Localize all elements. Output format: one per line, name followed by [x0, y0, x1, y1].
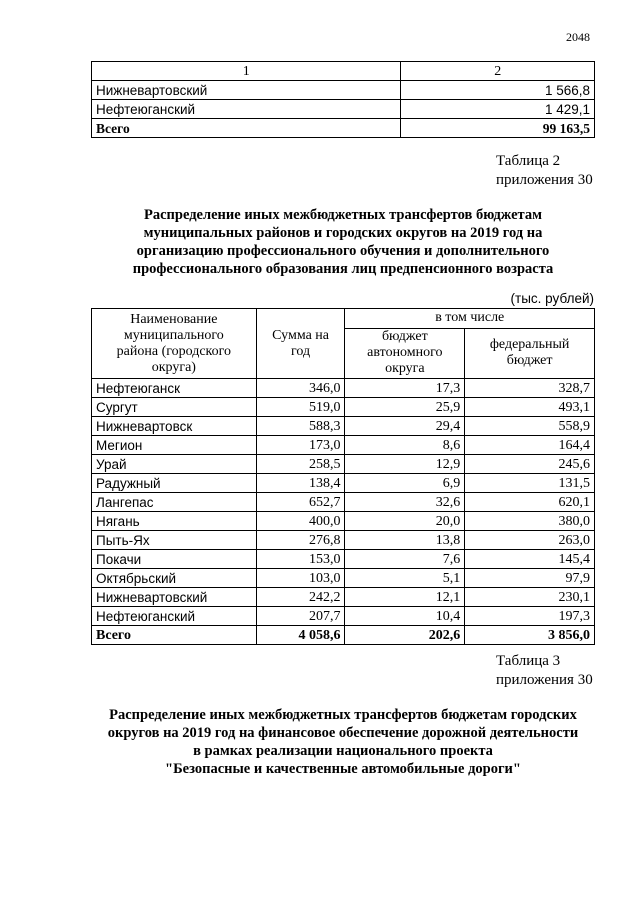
- row-sum: 652,7: [256, 493, 345, 512]
- row-sum: 519,0: [256, 398, 345, 417]
- table-row: [92, 417, 595, 436]
- total-federal: 3 856,0: [465, 626, 595, 645]
- table2-label-number: Таблица 2: [496, 153, 561, 169]
- row-federal: 197,3: [465, 607, 595, 626]
- total-regional: 202,6: [345, 626, 465, 645]
- title-line: округов на 2019 год на финансовое обеспечение дорожной деятельности: [107, 725, 579, 741]
- row-federal: 328,7: [465, 379, 595, 398]
- row-regional: 20,0: [345, 512, 465, 531]
- table-row: [92, 588, 595, 607]
- header-text: год: [291, 343, 311, 359]
- units-note: (тыс. рублей): [510, 291, 594, 306]
- row-name: Нефтеюганск: [92, 379, 257, 398]
- row-sum: 588,3: [256, 417, 345, 436]
- row-name: Радужный: [92, 474, 257, 493]
- row-regional: 17,3: [345, 379, 465, 398]
- header-text: федеральный: [489, 337, 570, 353]
- header-text: бюджет: [381, 329, 428, 345]
- row-value: 1 566,8: [401, 81, 595, 100]
- table-row: [92, 474, 595, 493]
- table-row: [92, 455, 595, 474]
- table-row: [92, 493, 595, 512]
- row-name: Покачи: [92, 550, 257, 569]
- table-row: [92, 569, 595, 588]
- row-name: Урай: [92, 455, 257, 474]
- table2-label: [496, 152, 593, 190]
- table2-header-row-1: [92, 309, 595, 329]
- title-line: организацию профессионального обучения и дополнительного: [136, 243, 550, 259]
- row-sum: 242,2: [256, 588, 345, 607]
- table2-body: [92, 379, 595, 626]
- row-sum: 103,0: [256, 569, 345, 588]
- header-including-cell: в том числе: [345, 309, 595, 329]
- header-text: Сумма на: [272, 327, 330, 343]
- row-federal: 493,1: [465, 398, 595, 417]
- row-sum: 400,0: [256, 512, 345, 531]
- table-row: [92, 531, 595, 550]
- header-text: округа: [385, 361, 425, 377]
- row-name: Октябрьский: [92, 569, 257, 588]
- row-sum: 153,0: [256, 550, 345, 569]
- row-sum: 173,0: [256, 436, 345, 455]
- row-name: Пыть-Ях: [92, 531, 257, 550]
- row-value: 1 429,1: [401, 100, 595, 119]
- total-label: Всего: [92, 626, 257, 645]
- column-number-1: 1: [92, 62, 401, 81]
- table-row: [92, 607, 595, 626]
- table2: [91, 308, 595, 645]
- header-text: Наименование: [130, 311, 218, 327]
- table-row: [92, 436, 595, 455]
- row-regional: 6,9: [345, 474, 465, 493]
- header-regional-cell: [345, 328, 465, 378]
- table-row: [92, 379, 595, 398]
- table-row: [92, 81, 595, 100]
- row-federal: 380,0: [465, 512, 595, 531]
- header-sum-cell: [256, 309, 345, 379]
- header-name-cell: [92, 309, 257, 379]
- row-federal: 245,6: [465, 455, 595, 474]
- row-regional: 12,1: [345, 588, 465, 607]
- row-regional: 8,6: [345, 436, 465, 455]
- header-text: автономного: [367, 345, 443, 361]
- row-federal: 620,1: [465, 493, 595, 512]
- title-line: в рамках реализации национального проекта: [193, 743, 493, 759]
- row-regional: 29,4: [345, 417, 465, 436]
- title-line: "Безопасные и качественные автомобильные дороги": [165, 761, 521, 777]
- row-name: Нефтеюганский: [92, 607, 257, 626]
- row-regional: 5,1: [345, 569, 465, 588]
- header-text: округа): [151, 359, 196, 375]
- row-name: Нягань: [92, 512, 257, 531]
- row-sum: 346,0: [256, 379, 345, 398]
- row-federal: 164,4: [465, 436, 595, 455]
- header-text: бюджет: [506, 353, 553, 369]
- header-federal-cell: [465, 328, 595, 378]
- title-line: профессионального образования лиц предпенсионного возраста: [132, 261, 554, 277]
- row-federal: 263,0: [465, 531, 595, 550]
- table-row: [92, 550, 595, 569]
- total-sum: 4 058,6: [256, 626, 345, 645]
- column-number-2: 2: [401, 62, 595, 81]
- row-sum: 258,5: [256, 455, 345, 474]
- page-number: 2048: [566, 30, 590, 44]
- table3-label-appendix: приложения 30: [496, 672, 593, 688]
- table-row: [92, 100, 595, 119]
- row-federal: 145,4: [465, 550, 595, 569]
- title-line: Распределение иных межбюджетных трансфертов бюджетам городских: [109, 707, 577, 723]
- row-federal: 131,5: [465, 474, 595, 493]
- total-label: Всего: [92, 119, 401, 138]
- row-regional: 13,8: [345, 531, 465, 550]
- table-row: [92, 512, 595, 531]
- row-regional: 32,6: [345, 493, 465, 512]
- row-federal: 230,1: [465, 588, 595, 607]
- row-federal: 97,9: [465, 569, 595, 588]
- row-name: Нефтеюганский: [92, 100, 401, 119]
- title-line: Распределение иных межбюджетных трансфертов бюджетам: [144, 207, 542, 223]
- total-row: [92, 119, 595, 138]
- total-value: 99 163,5: [401, 119, 595, 138]
- table2-label-appendix: приложения 30: [496, 172, 593, 188]
- row-name: Мегион: [92, 436, 257, 455]
- table3-label: [496, 652, 593, 690]
- table-header-row: [92, 62, 595, 81]
- row-name: Нижневартовский: [92, 588, 257, 607]
- header-text: района (городского: [116, 343, 232, 359]
- row-regional: 25,9: [345, 398, 465, 417]
- row-sum: 138,4: [256, 474, 345, 493]
- table3-label-number: Таблица 3: [496, 653, 561, 669]
- continuation-table: [91, 61, 595, 138]
- row-regional: 7,6: [345, 550, 465, 569]
- row-name: Нижневартовский: [92, 81, 401, 100]
- table2-title: [91, 206, 595, 278]
- row-sum: 276,8: [256, 531, 345, 550]
- row-name: Нижневартовск: [92, 417, 257, 436]
- row-sum: 207,7: [256, 607, 345, 626]
- table3-title: [80, 706, 606, 778]
- title-line: муниципальных районов и городских округов на 2019 год на: [143, 225, 543, 241]
- row-name: Лангепас: [92, 493, 257, 512]
- row-name: Сургут: [92, 398, 257, 417]
- row-regional: 12,9: [345, 455, 465, 474]
- row-regional: 10,4: [345, 607, 465, 626]
- table2-total-row: [92, 626, 595, 645]
- header-text: муниципального: [123, 327, 224, 343]
- table-row: [92, 398, 595, 417]
- row-federal: 558,9: [465, 417, 595, 436]
